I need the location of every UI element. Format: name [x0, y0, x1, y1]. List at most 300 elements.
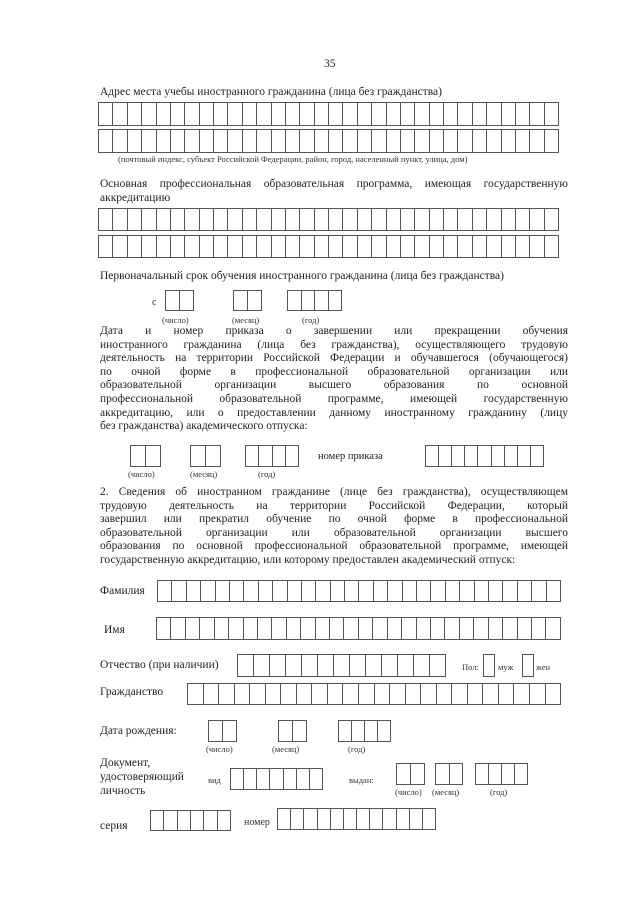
char-box[interactable] — [142, 129, 156, 153]
char-box[interactable] — [373, 617, 387, 640]
char-box[interactable] — [266, 683, 282, 705]
char-box[interactable] — [398, 654, 414, 677]
char-box[interactable] — [157, 102, 171, 126]
char-box[interactable] — [329, 235, 343, 258]
char-box[interactable] — [372, 235, 386, 258]
char-box[interactable] — [291, 808, 304, 830]
char-box[interactable] — [515, 763, 528, 785]
order-month-boxes[interactable] — [190, 445, 221, 467]
char-box[interactable] — [315, 290, 329, 311]
char-box[interactable] — [397, 763, 411, 785]
char-box[interactable] — [334, 654, 350, 677]
char-box[interactable] — [426, 445, 439, 467]
char-box[interactable] — [530, 102, 544, 126]
char-box[interactable] — [545, 129, 559, 153]
char-box[interactable] — [238, 654, 254, 677]
char-box[interactable] — [444, 235, 458, 258]
char-box[interactable] — [390, 683, 406, 705]
surname-boxes[interactable] — [157, 580, 561, 602]
char-box[interactable] — [372, 208, 386, 231]
char-box[interactable] — [359, 683, 375, 705]
char-box[interactable] — [417, 617, 431, 640]
char-box[interactable] — [273, 445, 286, 467]
char-box[interactable] — [458, 102, 472, 126]
char-box[interactable] — [430, 102, 444, 126]
order-day-boxes[interactable] — [130, 445, 161, 467]
char-box[interactable] — [523, 654, 534, 677]
char-box[interactable] — [215, 617, 229, 640]
char-box[interactable] — [270, 768, 283, 790]
char-box[interactable] — [370, 808, 383, 830]
char-box[interactable] — [473, 102, 487, 126]
char-box[interactable] — [99, 235, 113, 258]
char-box[interactable] — [489, 763, 502, 785]
char-box[interactable] — [503, 580, 517, 602]
char-box[interactable] — [468, 683, 484, 705]
char-box[interactable] — [547, 580, 561, 602]
char-box[interactable] — [166, 290, 180, 311]
char-box[interactable] — [329, 290, 343, 311]
char-box[interactable] — [257, 768, 270, 790]
char-box[interactable] — [157, 129, 171, 153]
char-box[interactable] — [460, 617, 474, 640]
char-box[interactable] — [458, 208, 472, 231]
char-box[interactable] — [146, 445, 161, 467]
char-box[interactable] — [473, 208, 487, 231]
char-box[interactable] — [358, 235, 372, 258]
name-boxes[interactable] — [156, 617, 561, 640]
char-box[interactable] — [257, 235, 271, 258]
char-box[interactable] — [387, 208, 401, 231]
char-box[interactable] — [316, 580, 330, 602]
char-box[interactable] — [259, 445, 272, 467]
char-box[interactable] — [171, 208, 185, 231]
char-box[interactable] — [329, 102, 343, 126]
char-box[interactable] — [99, 129, 113, 153]
char-box[interactable] — [178, 810, 191, 831]
citizenship-boxes[interactable] — [187, 683, 561, 705]
char-box[interactable] — [287, 617, 301, 640]
char-box[interactable] — [430, 654, 446, 677]
char-box[interactable] — [505, 445, 518, 467]
char-box[interactable] — [344, 808, 357, 830]
char-box[interactable] — [430, 208, 444, 231]
char-box[interactable] — [487, 208, 501, 231]
char-box[interactable] — [185, 235, 199, 258]
char-box[interactable] — [382, 654, 398, 677]
char-box[interactable] — [250, 683, 266, 705]
char-box[interactable] — [401, 208, 415, 231]
char-box[interactable] — [516, 102, 530, 126]
char-box[interactable] — [372, 129, 386, 153]
char-box[interactable] — [458, 129, 472, 153]
char-box[interactable] — [492, 445, 505, 467]
order-year-boxes[interactable] — [245, 445, 299, 467]
char-box[interactable] — [401, 102, 415, 126]
char-box[interactable] — [171, 617, 185, 640]
char-box[interactable] — [315, 102, 329, 126]
char-box[interactable] — [228, 102, 242, 126]
char-box[interactable] — [545, 102, 559, 126]
char-box[interactable] — [475, 580, 489, 602]
char-box[interactable] — [302, 654, 318, 677]
char-box[interactable] — [281, 683, 297, 705]
char-box[interactable] — [489, 580, 503, 602]
char-box[interactable] — [514, 683, 530, 705]
char-box[interactable] — [503, 617, 517, 640]
char-box[interactable] — [185, 129, 199, 153]
char-box[interactable] — [431, 580, 445, 602]
char-box[interactable] — [270, 654, 286, 677]
char-box[interactable] — [200, 208, 214, 231]
char-box[interactable] — [230, 580, 244, 602]
char-box[interactable] — [300, 102, 314, 126]
char-box[interactable] — [257, 102, 271, 126]
char-box[interactable] — [113, 208, 127, 231]
char-box[interactable] — [343, 129, 357, 153]
char-box[interactable] — [431, 617, 445, 640]
char-box[interactable] — [532, 580, 546, 602]
char-box[interactable] — [259, 580, 273, 602]
char-box[interactable] — [437, 683, 453, 705]
char-box[interactable] — [315, 129, 329, 153]
char-box[interactable] — [214, 208, 228, 231]
char-box[interactable] — [499, 683, 515, 705]
char-box[interactable] — [191, 810, 204, 831]
char-box[interactable] — [272, 235, 286, 258]
char-box[interactable] — [374, 580, 388, 602]
char-box[interactable] — [359, 580, 373, 602]
char-box[interactable] — [484, 654, 495, 677]
char-box[interactable] — [474, 617, 488, 640]
series-boxes[interactable] — [150, 810, 231, 831]
char-box[interactable] — [450, 763, 464, 785]
address-row-2[interactable] — [98, 129, 559, 153]
char-box[interactable] — [216, 580, 230, 602]
char-box[interactable] — [350, 654, 366, 677]
char-box[interactable] — [518, 445, 531, 467]
birth-day-boxes[interactable] — [208, 720, 237, 742]
char-box[interactable] — [304, 808, 317, 830]
char-box[interactable] — [128, 235, 142, 258]
char-box[interactable] — [186, 617, 200, 640]
char-box[interactable] — [343, 208, 357, 231]
char-box[interactable] — [372, 102, 386, 126]
char-box[interactable] — [502, 102, 516, 126]
char-box[interactable] — [460, 580, 474, 602]
char-box[interactable] — [452, 683, 468, 705]
char-box[interactable] — [357, 808, 370, 830]
char-box[interactable] — [402, 617, 416, 640]
char-box[interactable] — [518, 580, 532, 602]
term-month-boxes[interactable] — [233, 290, 262, 311]
char-box[interactable] — [444, 208, 458, 231]
char-box[interactable] — [113, 102, 127, 126]
char-box[interactable] — [288, 580, 302, 602]
char-box[interactable] — [200, 235, 214, 258]
char-box[interactable] — [378, 720, 391, 742]
char-box[interactable] — [331, 808, 344, 830]
char-box[interactable] — [157, 617, 171, 640]
char-box[interactable] — [487, 102, 501, 126]
term-year-boxes[interactable] — [287, 290, 342, 311]
char-box[interactable] — [142, 235, 156, 258]
char-box[interactable] — [516, 129, 530, 153]
char-box[interactable] — [439, 445, 452, 467]
char-box[interactable] — [518, 617, 532, 640]
char-box[interactable] — [530, 683, 546, 705]
char-box[interactable] — [131, 445, 146, 467]
char-box[interactable] — [273, 580, 287, 602]
char-box[interactable] — [545, 235, 559, 258]
char-box[interactable] — [329, 208, 343, 231]
char-box[interactable] — [473, 235, 487, 258]
char-box[interactable] — [246, 445, 259, 467]
female-checkbox[interactable] — [522, 654, 534, 677]
char-box[interactable] — [415, 208, 429, 231]
char-box[interactable] — [297, 768, 310, 790]
char-box[interactable] — [272, 208, 286, 231]
char-box[interactable] — [318, 808, 331, 830]
issued-month-boxes[interactable] — [435, 763, 463, 785]
char-box[interactable] — [235, 683, 251, 705]
char-box[interactable] — [157, 208, 171, 231]
char-box[interactable] — [446, 580, 460, 602]
char-box[interactable] — [188, 683, 204, 705]
doc-type-boxes[interactable] — [230, 768, 323, 790]
char-box[interactable] — [272, 129, 286, 153]
char-box[interactable] — [185, 102, 199, 126]
char-box[interactable] — [310, 768, 323, 790]
char-box[interactable] — [172, 580, 186, 602]
char-box[interactable] — [302, 580, 316, 602]
char-box[interactable] — [286, 129, 300, 153]
number-boxes[interactable] — [277, 808, 436, 830]
char-box[interactable] — [243, 235, 257, 258]
char-box[interactable] — [288, 290, 302, 311]
char-box[interactable] — [452, 445, 465, 467]
char-box[interactable] — [171, 235, 185, 258]
char-box[interactable] — [204, 683, 220, 705]
char-box[interactable] — [300, 208, 314, 231]
char-box[interactable] — [530, 129, 544, 153]
char-box[interactable] — [142, 102, 156, 126]
char-box[interactable] — [358, 129, 372, 153]
char-box[interactable] — [516, 208, 530, 231]
char-box[interactable] — [286, 102, 300, 126]
char-box[interactable] — [128, 129, 142, 153]
char-box[interactable] — [436, 763, 450, 785]
char-box[interactable] — [300, 129, 314, 153]
char-box[interactable] — [545, 208, 559, 231]
char-box[interactable] — [315, 235, 329, 258]
char-box[interactable] — [201, 580, 215, 602]
char-box[interactable] — [483, 683, 499, 705]
char-box[interactable] — [530, 235, 544, 258]
char-box[interactable] — [532, 617, 546, 640]
char-box[interactable] — [487, 129, 501, 153]
char-box[interactable] — [128, 102, 142, 126]
char-box[interactable] — [206, 445, 221, 467]
char-box[interactable] — [344, 617, 358, 640]
char-box[interactable] — [204, 810, 217, 831]
char-box[interactable] — [330, 617, 344, 640]
char-box[interactable] — [244, 580, 258, 602]
char-box[interactable] — [352, 720, 365, 742]
char-box[interactable] — [366, 654, 382, 677]
char-box[interactable] — [489, 617, 503, 640]
char-box[interactable] — [410, 808, 423, 830]
char-box[interactable] — [209, 720, 223, 742]
char-box[interactable] — [128, 208, 142, 231]
char-box[interactable] — [383, 808, 396, 830]
char-box[interactable] — [99, 102, 113, 126]
char-box[interactable] — [406, 683, 422, 705]
char-box[interactable] — [343, 683, 359, 705]
char-box[interactable] — [279, 720, 293, 742]
char-box[interactable] — [243, 102, 257, 126]
char-box[interactable] — [415, 102, 429, 126]
char-box[interactable] — [328, 683, 344, 705]
char-box[interactable] — [444, 102, 458, 126]
char-box[interactable] — [414, 654, 430, 677]
char-box[interactable] — [272, 617, 286, 640]
char-box[interactable] — [465, 445, 478, 467]
char-box[interactable] — [180, 290, 194, 311]
char-box[interactable] — [272, 102, 286, 126]
char-box[interactable] — [286, 445, 299, 467]
char-box[interactable] — [200, 129, 214, 153]
char-box[interactable] — [243, 208, 257, 231]
char-box[interactable] — [214, 129, 228, 153]
char-box[interactable] — [546, 617, 560, 640]
char-box[interactable] — [430, 129, 444, 153]
char-box[interactable] — [502, 763, 515, 785]
char-box[interactable] — [516, 235, 530, 258]
char-box[interactable] — [530, 208, 544, 231]
char-box[interactable] — [329, 129, 343, 153]
char-box[interactable] — [397, 808, 410, 830]
char-box[interactable] — [411, 763, 425, 785]
char-box[interactable] — [331, 580, 345, 602]
char-box[interactable] — [476, 763, 489, 785]
char-box[interactable] — [473, 129, 487, 153]
char-box[interactable] — [231, 768, 244, 790]
char-box[interactable] — [228, 129, 242, 153]
char-box[interactable] — [113, 235, 127, 258]
char-box[interactable] — [257, 208, 271, 231]
char-box[interactable] — [546, 683, 562, 705]
char-box[interactable] — [223, 720, 237, 742]
char-box[interactable] — [430, 235, 444, 258]
birth-month-boxes[interactable] — [278, 720, 307, 742]
issued-day-boxes[interactable] — [396, 763, 425, 785]
char-box[interactable] — [318, 654, 334, 677]
char-box[interactable] — [415, 129, 429, 153]
char-box[interactable] — [297, 683, 313, 705]
char-box[interactable] — [421, 683, 437, 705]
char-box[interactable] — [417, 580, 431, 602]
char-box[interactable] — [358, 102, 372, 126]
char-box[interactable] — [200, 102, 214, 126]
char-box[interactable] — [278, 808, 291, 830]
address-row-1[interactable] — [98, 102, 559, 126]
char-box[interactable] — [99, 208, 113, 231]
char-box[interactable] — [423, 808, 436, 830]
male-checkbox[interactable] — [483, 654, 495, 677]
order-number-boxes[interactable] — [425, 445, 544, 467]
char-box[interactable] — [243, 129, 257, 153]
char-box[interactable] — [312, 683, 328, 705]
char-box[interactable] — [359, 617, 373, 640]
issued-year-boxes[interactable] — [475, 763, 528, 785]
term-day-boxes[interactable] — [165, 290, 194, 311]
char-box[interactable] — [293, 720, 307, 742]
char-box[interactable] — [254, 654, 270, 677]
char-box[interactable] — [343, 235, 357, 258]
char-box[interactable] — [403, 580, 417, 602]
char-box[interactable] — [401, 235, 415, 258]
char-box[interactable] — [388, 617, 402, 640]
char-box[interactable] — [248, 290, 262, 311]
char-box[interactable] — [387, 102, 401, 126]
char-box[interactable] — [258, 617, 272, 640]
char-box[interactable] — [444, 129, 458, 153]
char-box[interactable] — [214, 235, 228, 258]
char-box[interactable] — [315, 208, 329, 231]
char-box[interactable] — [164, 810, 177, 831]
char-box[interactable] — [191, 445, 206, 467]
char-box[interactable] — [214, 102, 228, 126]
char-box[interactable] — [284, 768, 297, 790]
char-box[interactable] — [478, 445, 491, 467]
char-box[interactable] — [200, 617, 214, 640]
char-box[interactable] — [218, 810, 231, 831]
char-box[interactable] — [387, 129, 401, 153]
char-box[interactable] — [229, 617, 243, 640]
char-box[interactable] — [257, 129, 271, 153]
char-box[interactable] — [487, 235, 501, 258]
program-row-1[interactable] — [98, 208, 559, 231]
char-box[interactable] — [286, 235, 300, 258]
char-box[interactable] — [171, 129, 185, 153]
char-box[interactable] — [502, 208, 516, 231]
char-box[interactable] — [286, 208, 300, 231]
char-box[interactable] — [228, 235, 242, 258]
char-box[interactable] — [151, 810, 164, 831]
char-box[interactable] — [502, 235, 516, 258]
char-box[interactable] — [387, 235, 401, 258]
char-box[interactable] — [365, 720, 378, 742]
char-box[interactable] — [302, 290, 316, 311]
char-box[interactable] — [187, 580, 201, 602]
char-box[interactable] — [316, 617, 330, 640]
char-box[interactable] — [375, 683, 391, 705]
char-box[interactable] — [185, 208, 199, 231]
char-box[interactable] — [401, 129, 415, 153]
char-box[interactable] — [458, 235, 472, 258]
char-box[interactable] — [345, 580, 359, 602]
char-box[interactable] — [339, 720, 352, 742]
char-box[interactable] — [358, 208, 372, 231]
char-box[interactable] — [301, 617, 315, 640]
char-box[interactable] — [343, 102, 357, 126]
char-box[interactable] — [157, 235, 171, 258]
char-box[interactable] — [445, 617, 459, 640]
char-box[interactable] — [113, 129, 127, 153]
patronymic-boxes[interactable] — [237, 654, 446, 677]
char-box[interactable] — [142, 208, 156, 231]
